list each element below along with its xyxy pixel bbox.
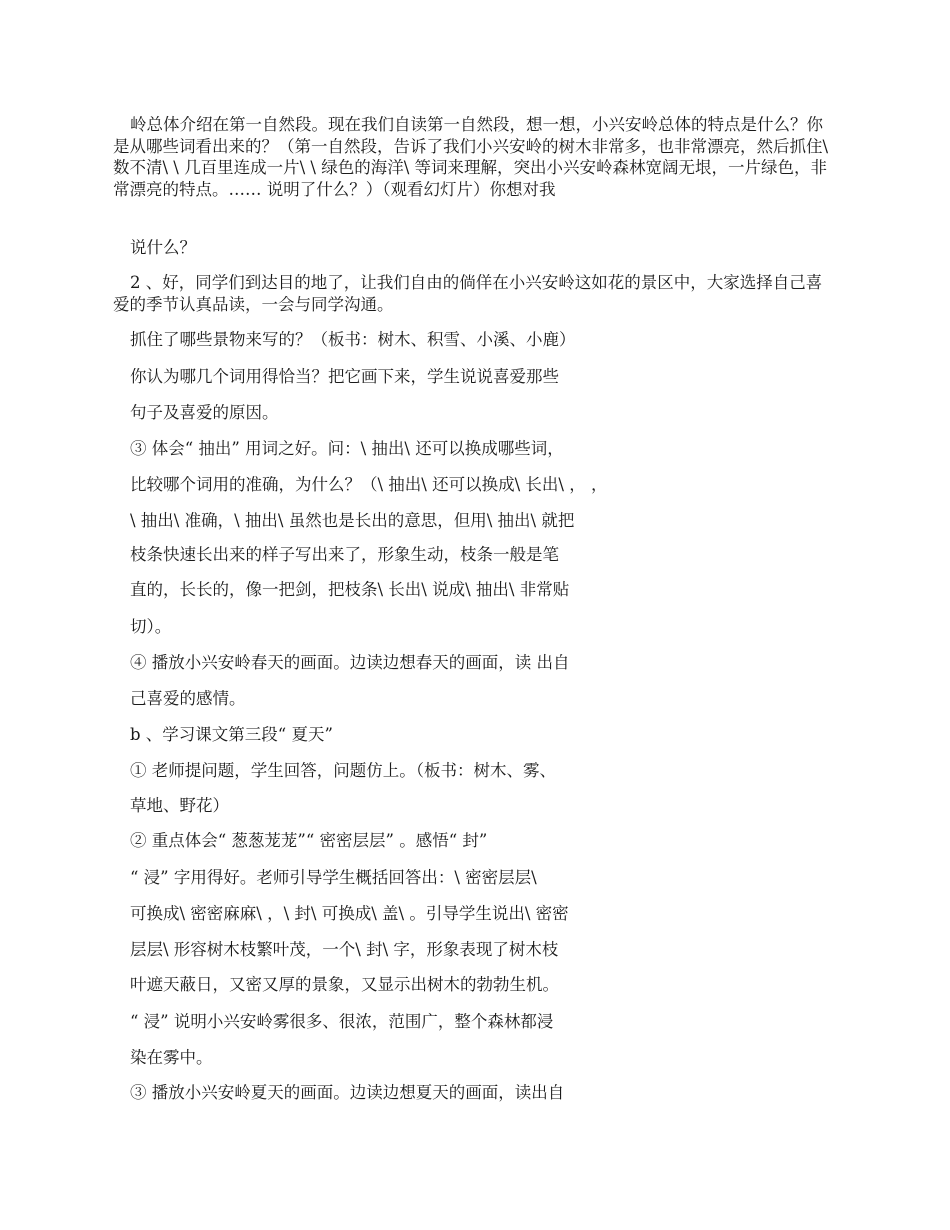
text-line: 句子及喜爱的原因。 [130,403,279,422]
text-line: 叶遮天蔽日，又密又厚的景象，又显示出树木的勃勃生机。 [130,975,559,994]
text-line: ④ 播放小兴安岭春天的画面。边读边想春天的画面，读 出自 [130,653,570,672]
text-line-say-what: 说什么？ [130,238,196,257]
text-line: “ 浸” 字用得好。老师引导学生概括回答出：\ 密密层层\ [130,868,537,887]
text-line: 己喜爱的感情。 [130,689,246,708]
text-line: ③ 播放小兴安岭夏天的画面。边读边想夏天的画面，读出自 [130,1083,565,1102]
text-line: “ 浸” 说明小兴安岭雾很多、很浓，范围广，整个森林都浸 [130,1012,554,1031]
text-line: 抓住了哪些景物来写的？（板书：树木、积雪、小溪、小鹿） [130,330,576,349]
text-line: ② 重点体会“ 葱葱茏茏”“ 密密层层” 。感悟“ 封” [130,831,488,850]
text-line: ① 老师提问题，学生回答，问题仿上。（板书：树木、雾、 [130,761,556,780]
text-line: ③ 体会“ 抽出” 用词之好。问：\ 抽出\ 还可以换成哪些词， [130,439,564,458]
text-line: 你认为哪几个词用得恰当？把它画下来，学生说说喜爱那些 [130,367,559,386]
paragraph-overview: 岭总体介绍在第一自然段。现在我们自读第一自然段，想一想，小兴安岭总体的特点是什么？你是从哪些词看出来的？（第一自然段，告诉了我们小兴安岭的树木非常多，也非常漂亮，然后抓住\ 数不清\ \ 几百里连成一片\ \ 绿色的海洋\ 等词来理解，突出小兴安岭森林宽阔无垠，一片绿色，非常漂亮的特点。…… 说明了什么？）（观看幻灯片）你想对我 [113,115,829,199]
paragraph-step-2: 2 、好，同学们到达目的地了，让我们自由的倘佯在小兴安岭这如花的景区中，大家选择自己喜爱的季节认真品读，一会与同学沟通。 [113,273,823,314]
text-line: 染在雾中。 [130,1048,213,1067]
text-line: 草地、野花） [130,796,229,815]
text-line: 层层\ 形容树木枝繁叶茂，一个\ 封\ 字，形象表现了树木枝 [130,940,559,959]
text-line: 比较哪个词用的准确，为什么？（\ 抽出\ 还可以换成\ 长出\ ， ， [130,475,608,494]
text-line: 可换成\ 密密麻麻\ ，\ 封\ 可换成\ 盖\ 。引导学生说出\ 密密 [130,904,569,923]
text-line: 直的，长长的，像一把剑，把枝条\ 长出\ 说成\ 抽出\ 非常贴 [130,580,570,599]
text-line: 枝条快速长出来的样子写出来了，形象生动，枝条一般是笔 [130,545,559,564]
text-line: 切）。 [130,617,172,636]
section-heading-summer: b 、学习课文第三段“ 夏天” [130,725,333,744]
text-line: \ 抽出\ 准确，\ 抽出\ 虽然也是长出的意思，但用\ 抽出\ 就把 [130,511,575,530]
